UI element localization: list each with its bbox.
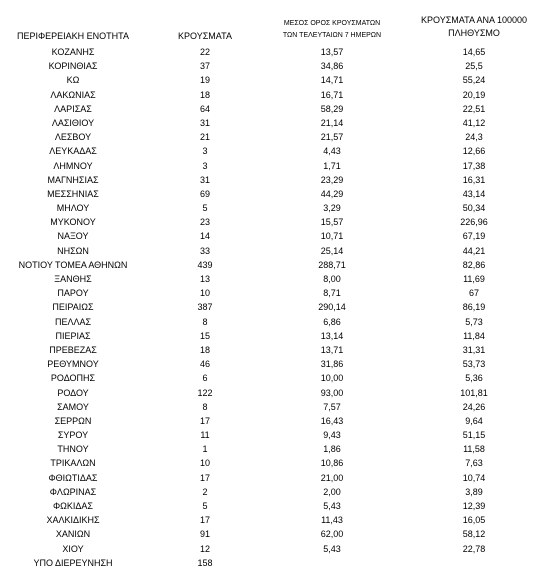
cell-region: ΣΕΡΡΩΝ <box>54 415 92 426</box>
cell-cases: 17 <box>199 515 210 526</box>
cell-region: ΚΟΡΙΝΘΙΑΣ <box>48 61 98 72</box>
cell-seven-day-average: 93,00 <box>320 387 344 398</box>
cell-seven-day-average: 44,29 <box>320 188 344 199</box>
table-row <box>0 45 538 59</box>
cell-region: ΛΑΚΩΝΙΑΣ <box>50 89 96 100</box>
cell-region: ΡΕΘΥΜΝΟΥ <box>47 359 99 370</box>
cell-cases-per-100000: 24,3 <box>465 132 483 143</box>
table-row <box>0 513 538 527</box>
cell-seven-day-average: 16,71 <box>320 89 344 100</box>
table-row <box>0 329 538 343</box>
cell-seven-day-average: 13,71 <box>320 344 344 355</box>
cell-seven-day-average: 23,29 <box>320 174 344 185</box>
cell-cases: 8 <box>202 401 208 412</box>
cell-seven-day-average: 1,86 <box>323 444 341 455</box>
table-row <box>0 258 538 272</box>
cell-region: ΠΡΕΒΕΖΑΣ <box>49 344 97 355</box>
cell-cases: 387 <box>197 302 213 313</box>
cell-cases: 8 <box>202 316 208 327</box>
cell-cases: 1 <box>202 444 208 455</box>
table-row <box>0 428 538 442</box>
cell-cases: 158 <box>197 557 213 568</box>
cell-region: ΜΗΛΟΥ <box>56 203 90 214</box>
cell-cases: 439 <box>197 259 213 270</box>
cell-seven-day-average: 10,00 <box>320 373 344 384</box>
cell-cases-per-100000: 3,89 <box>465 486 483 497</box>
cell-seven-day-average: 16,43 <box>320 415 344 426</box>
cell-cases-per-100000: 25,5 <box>465 61 483 72</box>
cell-seven-day-average: 3,29 <box>323 203 341 214</box>
cell-cases: 14 <box>199 231 210 242</box>
cell-cases: 10 <box>199 288 210 299</box>
cell-cases-per-100000: 5,36 <box>465 373 483 384</box>
cell-seven-day-average: 34,86 <box>320 61 344 72</box>
table-row <box>0 173 538 187</box>
cell-cases: 2 <box>202 486 208 497</box>
cell-cases: 17 <box>199 415 210 426</box>
table-row <box>0 300 538 314</box>
cell-cases-per-100000: 58,12 <box>462 529 486 540</box>
table-row <box>0 556 538 570</box>
cell-seven-day-average: 25,14 <box>320 245 344 256</box>
cell-cases-per-100000: 22,51 <box>462 103 486 114</box>
cell-region: ΝΗΣΩΝ <box>57 245 89 256</box>
cell-cases: 122 <box>197 387 213 398</box>
table-row <box>0 244 538 258</box>
cell-cases-per-100000: 44,21 <box>462 245 486 256</box>
table-row <box>0 343 538 357</box>
cell-cases: 33 <box>199 245 210 256</box>
cell-cases-per-100000: 53,73 <box>462 359 486 370</box>
cell-region: ΝΟΤΙΟΥ ΤΟΜΕΑ ΑΘΗΝΩΝ <box>18 259 128 270</box>
cell-seven-day-average: 1,71 <box>323 160 341 171</box>
table-row <box>0 414 538 428</box>
cell-cases-per-100000: 14,65 <box>462 47 486 57</box>
cell-cases: 22 <box>199 47 210 57</box>
cell-cases-per-100000: 67 <box>468 288 479 299</box>
cell-region: ΤΡΙΚΑΛΩΝ <box>50 458 96 469</box>
cell-cases: 19 <box>199 75 210 86</box>
cell-region: ΦΘΙΩΤΙΔΑΣ <box>48 472 98 483</box>
cell-cases: 21 <box>199 132 210 143</box>
cell-cases: 5 <box>202 203 208 214</box>
cell-cases-per-100000: 31,31 <box>462 344 486 355</box>
cell-cases: 64 <box>199 103 210 114</box>
table-row <box>0 499 538 513</box>
table-row <box>0 272 538 286</box>
cell-region: ΧΑΝΙΩΝ <box>55 529 91 540</box>
cell-cases-per-100000: 86,19 <box>462 302 486 313</box>
cell-seven-day-average: 58,29 <box>320 103 344 114</box>
cell-region: ΦΩΚΙΔΑΣ <box>53 501 93 511</box>
cell-cases: 18 <box>199 89 210 100</box>
table-row <box>0 442 538 456</box>
cell-region: ΚΟΖΑΝΗΣ <box>51 47 95 57</box>
cell-seven-day-average: 7,57 <box>323 401 341 412</box>
cell-seven-day-average: 10,71 <box>320 231 344 242</box>
cell-seven-day-average: 9,43 <box>323 430 341 441</box>
table-row <box>0 400 538 414</box>
cell-seven-day-average: 14,71 <box>320 75 344 86</box>
cell-seven-day-average: 5,43 <box>323 501 341 511</box>
cell-seven-day-average: 21,14 <box>320 117 344 128</box>
table-body <box>0 45 538 570</box>
cell-cases: 31 <box>199 117 210 128</box>
cell-seven-day-average: 15,57 <box>320 217 344 228</box>
cell-region: ΧΙΟΥ <box>62 543 84 554</box>
cell-cases-per-100000: 82,86 <box>462 259 486 270</box>
cell-seven-day-average: 8,00 <box>323 274 341 284</box>
table-row <box>0 201 538 215</box>
cell-seven-day-average: 13,57 <box>320 47 344 57</box>
cell-seven-day-average: 2,00 <box>323 486 341 497</box>
header-avg-line2: ΤΩΝ ΤΕΛΕΥΤΑΙΩΝ 7 ΗΜΕΡΩΝ <box>282 32 382 39</box>
header-per-line2: ΠΛΗΘΥΣΜΟ <box>448 28 500 38</box>
cell-cases-per-100000: 7,63 <box>465 458 483 469</box>
cell-region: ΡΟΔΟΥ <box>57 387 89 398</box>
table-row <box>0 485 538 499</box>
cell-cases: 10 <box>199 458 210 469</box>
cell-region: ΡΟΔΟΠΗΣ <box>50 373 96 384</box>
cell-cases: 3 <box>202 146 208 157</box>
header-region: ΠΕΡΙΦΕΡΕΙΑΚΗ ΕΝΟΤΗΤΑ <box>16 31 130 41</box>
cell-cases-per-100000: 10,74 <box>462 472 486 483</box>
cell-region: ΛΑΡΙΣΑΣ <box>54 103 92 114</box>
cell-cases: 18 <box>199 344 210 355</box>
cell-cases-per-100000: 9,64 <box>465 415 483 426</box>
cell-cases: 3 <box>202 160 208 171</box>
cell-cases-per-100000: 50,34 <box>462 203 486 214</box>
cell-cases-per-100000: 24,26 <box>462 401 486 412</box>
cell-region: ΧΑΛΚΙΔΙΚΗΣ <box>46 515 100 526</box>
cell-cases: 6 <box>202 373 208 384</box>
cell-cases-per-100000: 41,12 <box>462 117 486 128</box>
table-row <box>0 527 538 541</box>
table-row <box>0 187 538 201</box>
cell-seven-day-average: 21,57 <box>320 132 344 143</box>
cell-seven-day-average: 5,43 <box>323 543 341 554</box>
cell-cases-per-100000: 5,73 <box>465 316 483 327</box>
table-row <box>0 102 538 116</box>
cell-region: ΜΥΚΟΝΟΥ <box>50 217 96 228</box>
cell-region: ΛΕΣΒΟΥ <box>54 132 92 143</box>
cell-cases-per-100000: 11,58 <box>463 444 485 455</box>
cell-region: ΛΕΥΚΑΔΑΣ <box>49 146 97 157</box>
cell-cases-per-100000: 22,78 <box>462 543 486 554</box>
cell-seven-day-average: 31,86 <box>320 359 344 370</box>
cell-cases: 17 <box>199 472 210 483</box>
cell-cases: 46 <box>199 359 210 370</box>
cell-cases-per-100000: 43,14 <box>462 188 486 199</box>
cell-region: ΛΗΜΝΟΥ <box>53 160 93 171</box>
cell-region: ΣΥΡΟΥ <box>57 430 89 441</box>
table-row <box>0 371 538 385</box>
table-row <box>0 130 538 144</box>
cell-cases: 23 <box>199 217 210 228</box>
cell-seven-day-average: 288,71 <box>318 259 346 270</box>
cell-seven-day-average: 4,43 <box>323 146 341 157</box>
header-per-line1: ΚΡΟΥΣΜΑΤΑ ΑΝΑ 100000 <box>421 15 527 25</box>
cell-seven-day-average: 11,43 <box>321 515 343 526</box>
header-cases-per-100000 <box>400 14 538 40</box>
cell-cases: 69 <box>199 188 210 199</box>
table-row <box>0 215 538 229</box>
cell-cases-per-100000: 101,81 <box>460 387 488 398</box>
cell-seven-day-average: 13,14 <box>320 330 344 341</box>
table-row <box>0 159 538 173</box>
table-row <box>0 59 538 73</box>
cell-seven-day-average: 290,14 <box>318 302 346 313</box>
cell-seven-day-average: 62,00 <box>320 529 344 540</box>
cell-region: ΜΕΣΣΗΝΙΑΣ <box>47 188 99 199</box>
cell-cases: 12 <box>199 543 210 554</box>
cell-seven-day-average: 8,71 <box>323 288 341 299</box>
cell-region: ΦΛΩΡΙΝΑΣ <box>49 486 97 497</box>
cell-cases: 37 <box>199 61 210 72</box>
table-row <box>0 357 538 371</box>
cell-cases: 91 <box>199 529 210 540</box>
cell-region: ΣΑΜΟΥ <box>57 401 89 412</box>
cell-cases-per-100000: 51,15 <box>462 430 486 441</box>
cell-region: ΞΑΝΘΗΣ <box>54 274 92 284</box>
cell-seven-day-average: 6,86 <box>323 316 341 327</box>
cell-cases-per-100000: 12,39 <box>462 501 486 511</box>
cell-region: ΥΠΟ ΔΙΕΡΕΥΝΗΣΗ <box>33 557 113 568</box>
table-row <box>0 229 538 243</box>
header-cases: ΚΡΟΥΣΜΑΤΑ <box>178 31 232 41</box>
table-row <box>0 144 538 158</box>
table-row <box>0 116 538 130</box>
cell-region: ΠΙΕΡΙΑΣ <box>55 330 91 341</box>
cell-cases-per-100000: 226,96 <box>460 217 488 228</box>
cell-region: ΚΩ <box>66 75 80 86</box>
header-seven-day-average <box>262 18 402 42</box>
table-row <box>0 542 538 556</box>
cell-cases-per-100000: 20,19 <box>462 89 486 100</box>
cell-cases-per-100000: 55,24 <box>462 75 486 86</box>
header-avg-line1: ΜΕΣΟΣ ΟΡΟΣ ΚΡΟΥΣΜΑΤΩΝ <box>283 20 381 27</box>
cell-cases: 11 <box>200 430 210 441</box>
cell-region: ΜΑΓΝΗΣΙΑΣ <box>47 174 99 185</box>
cell-cases-per-100000: 16,05 <box>462 515 486 526</box>
cell-cases-per-100000: 11,84 <box>463 330 485 341</box>
cell-region: ΤΗΝΟΥ <box>57 444 89 455</box>
cell-seven-day-average: 21,00 <box>320 472 344 483</box>
cell-cases: 31 <box>199 174 210 185</box>
cell-cases-per-100000: 67,19 <box>462 231 486 242</box>
cell-seven-day-average: 10,86 <box>320 458 344 469</box>
cell-region: ΠΕΛΛΑΣ <box>54 316 92 327</box>
cell-region: ΠΕΙΡΑΙΩΣ <box>52 302 94 313</box>
table-row <box>0 73 538 87</box>
cell-cases: 15 <box>199 330 210 341</box>
table-row <box>0 286 538 300</box>
cell-cases: 13 <box>199 274 210 284</box>
cell-region: ΛΑΣΙΘΙΟΥ <box>51 117 95 128</box>
cell-cases-per-100000: 16,31 <box>462 174 486 185</box>
cell-region: ΝΑΞΟΥ <box>57 231 89 242</box>
table-row <box>0 471 538 485</box>
cell-cases-per-100000: 11,69 <box>463 274 485 284</box>
cell-cases-per-100000: 17,38 <box>462 160 486 171</box>
table-row <box>0 456 538 470</box>
cell-cases-per-100000: 12,66 <box>462 146 486 157</box>
table-header <box>0 10 538 46</box>
cell-region: ΠΑΡΟΥ <box>57 288 89 299</box>
table-row <box>0 386 538 400</box>
table-row <box>0 88 538 102</box>
table-row <box>0 315 538 329</box>
cell-cases: 5 <box>202 501 208 511</box>
